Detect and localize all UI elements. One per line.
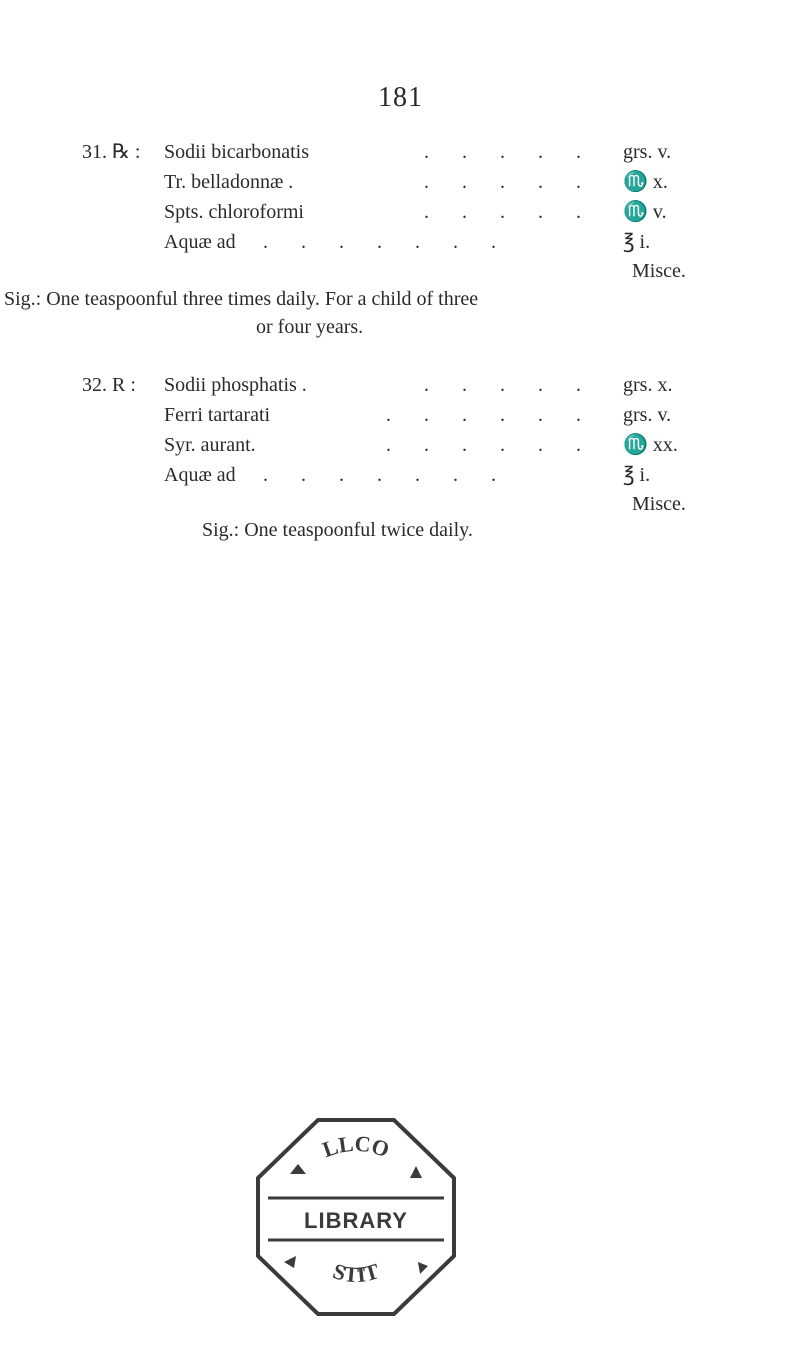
leader-dots: . . . . . <box>424 201 595 223</box>
ingredient-qty: grs. x. <box>623 374 673 396</box>
ingredient-name: Tr. belladonnæ . <box>164 171 294 193</box>
ingredient-name: Aquæ ad <box>164 464 236 486</box>
recipe-symbol: ℞ : <box>112 141 141 163</box>
ingredient-qty: grs. v. <box>623 404 672 426</box>
recipe-symbol: R : <box>112 374 136 396</box>
rx-number: 31. ℞ : <box>82 141 141 163</box>
leader-dots: . . . . . <box>424 171 595 193</box>
ingredient-qty: grs. v. <box>623 141 672 163</box>
ingredient-name: Ferri tartarati <box>164 404 271 426</box>
library-stamp <box>250 1112 462 1322</box>
signature-directions: Sig.: One teaspoonful three times daily. For a child of three <box>4 288 479 310</box>
leader-dots: . . . . . . <box>386 434 595 456</box>
library-stamp-seal-icon <box>250 1112 462 1322</box>
leader-dots: . . . . . . <box>386 404 595 426</box>
signature-directions: Sig.: One teaspoonful twice daily. <box>202 519 473 541</box>
ingredient-name: Aquæ ad <box>164 231 236 253</box>
ingredient-name: Syr. aurant. <box>164 434 256 456</box>
leader-dots: . . . . . . . <box>263 464 510 486</box>
ingredient-qty: ℥ i. <box>623 464 651 486</box>
signature-directions-cont: or four years. <box>256 316 364 338</box>
misce-label: Misce. <box>632 260 686 282</box>
rx-number: 32. R : <box>82 374 136 396</box>
leader-dots: . . . . . <box>424 374 595 396</box>
stamp-bottom-text: STIT <box>330 1258 382 1288</box>
misce-label: Misce. <box>632 493 686 515</box>
ingredient-name: Spts. chloroformi <box>164 201 304 223</box>
ingredient-qty: ♏ v. <box>623 201 667 223</box>
page-number: 181 <box>378 82 423 113</box>
ingredient-name: Sodii bicarbonatis <box>164 141 309 163</box>
ingredient-qty: ℥ i. <box>623 231 651 253</box>
leader-dots: . . . . . . . <box>263 231 510 253</box>
ingredient-name: Sodii phosphatis . <box>164 374 307 396</box>
ingredient-qty: ♏ x. <box>623 171 668 193</box>
stamp-top-text: LLCO <box>319 1130 393 1163</box>
leader-dots: . . . . . <box>424 141 595 163</box>
ingredient-qty: ♏ xx. <box>623 434 678 456</box>
stamp-center-text: LIBRARY <box>304 1208 408 1233</box>
